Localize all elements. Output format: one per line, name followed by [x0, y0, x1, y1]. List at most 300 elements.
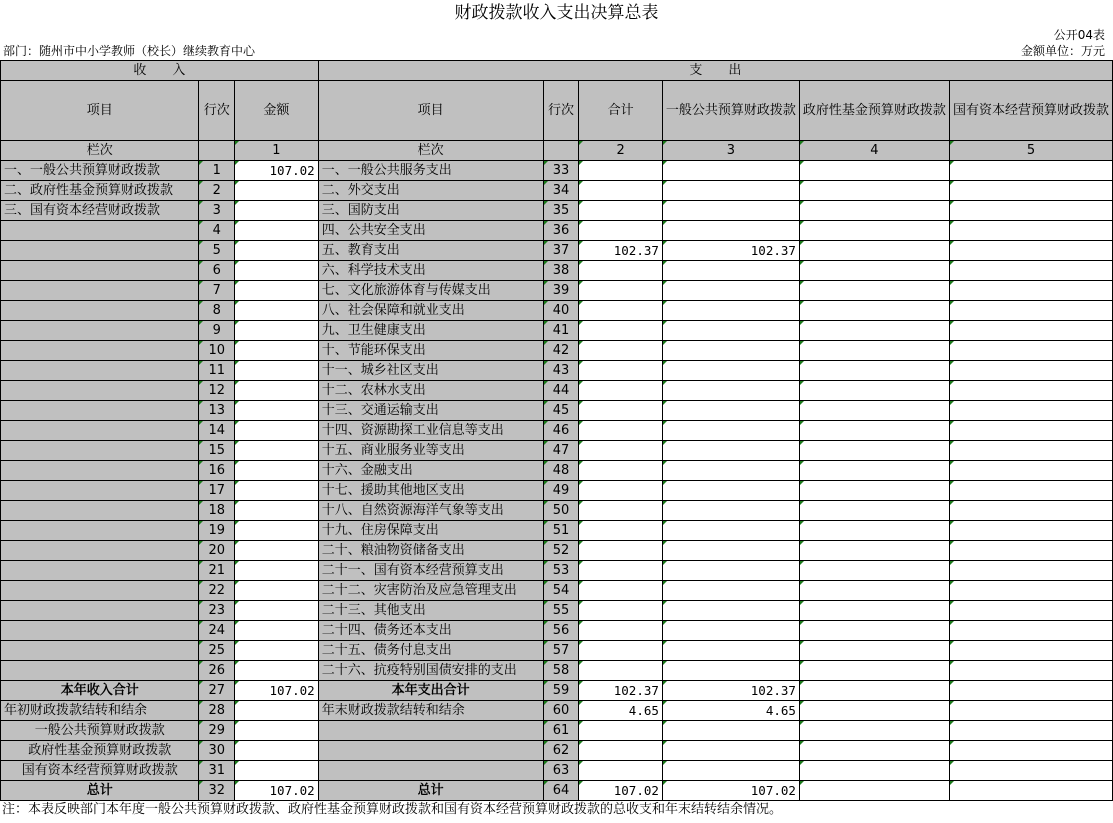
gov-fund-cell — [799, 361, 949, 381]
table-row — [1, 701, 1113, 721]
expense-total-cell: 102.37 — [579, 241, 663, 261]
expense-item-cell: 一、一般公共服务支出 — [318, 161, 543, 181]
income-amount-cell — [235, 301, 319, 321]
income-amount-cell — [235, 341, 319, 361]
state-capital-cell — [949, 381, 1112, 401]
expense-line-cell: 35 — [543, 201, 579, 221]
general-budget-cell — [662, 321, 799, 341]
income-item-cell: 国有资本经营预算财政拨款 — [1, 761, 199, 781]
expense-line-cell: 62 — [543, 741, 579, 761]
income-amount-cell — [235, 721, 319, 741]
income-line-cell: 14 — [199, 421, 235, 441]
table-row — [1, 681, 1113, 701]
income-amount-cell — [235, 501, 319, 521]
state-capital-cell — [949, 621, 1112, 641]
income-item-cell: 二、政府性基金预算财政拨款 — [1, 181, 199, 201]
table-note: 注：本表反映部门本年度一般公共预算财政拨款、政府性基金预算财政拨款和国有资本经营预算财政拨款的总收支和年末结转结余情况。 — [2, 802, 783, 817]
income-line-cell: 18 — [199, 501, 235, 521]
expense-total-cell — [579, 401, 663, 421]
expense-item-cell: 八、社会保障和就业支出 — [318, 301, 543, 321]
table-row — [1, 641, 1113, 661]
gov-fund-cell — [799, 301, 949, 321]
income-item-cell: 本年收入合计 — [1, 681, 199, 701]
section-header-row — [1, 61, 1113, 81]
income-item-cell — [1, 481, 199, 501]
expense-item-cell: 年末财政拨款结转和结余 — [318, 701, 543, 721]
state-capital-cell — [949, 301, 1112, 321]
expense-line-cell: 41 — [543, 321, 579, 341]
income-amount-header: 金额 — [235, 81, 319, 141]
table-row — [1, 781, 1113, 801]
income-item-cell — [1, 641, 199, 661]
income-item-cell — [1, 601, 199, 621]
table-row — [1, 461, 1113, 481]
general-budget-cell — [662, 181, 799, 201]
general-budget-cell — [662, 281, 799, 301]
expense-total-cell — [579, 361, 663, 381]
expense-line-cell: 43 — [543, 361, 579, 381]
income-amount-cell — [235, 441, 319, 461]
state-capital-cell — [949, 701, 1112, 721]
general-budget-cell — [662, 581, 799, 601]
income-line-cell: 24 — [199, 621, 235, 641]
income-line-cell: 30 — [199, 741, 235, 761]
income-item-cell — [1, 461, 199, 481]
expense-item-cell: 三、国防支出 — [318, 201, 543, 221]
income-amount-cell — [235, 661, 319, 681]
general-budget-cell — [662, 221, 799, 241]
expense-line-cell: 56 — [543, 621, 579, 641]
gov-fund-cell — [799, 441, 949, 461]
income-line-cell: 2 — [199, 181, 235, 201]
general-budget-cell — [662, 741, 799, 761]
gov-fund-cell — [799, 761, 949, 781]
table-row — [1, 481, 1113, 501]
gov-fund-cell — [799, 781, 949, 801]
gov-fund-cell — [799, 341, 949, 361]
state-capital-cell — [949, 761, 1112, 781]
general-budget-cell: 107.02 — [662, 781, 799, 801]
expense-total-cell — [579, 161, 663, 181]
state-capital-cell — [949, 541, 1112, 561]
expense-item-cell — [318, 741, 543, 761]
table-row — [1, 161, 1113, 181]
expense-line-cell: 44 — [543, 381, 579, 401]
table-row — [1, 761, 1113, 781]
income-amount-cell — [235, 481, 319, 501]
income-item-cell — [1, 261, 199, 281]
expense-total-cell — [579, 761, 663, 781]
expense-line-cell: 34 — [543, 181, 579, 201]
expense-total-cell: 107.02 — [579, 781, 663, 801]
gov-fund-cell — [799, 581, 949, 601]
expense-line-cell: 38 — [543, 261, 579, 281]
expense-item-cell — [318, 721, 543, 741]
gov-fund-cell — [799, 721, 949, 741]
state-capital-cell — [949, 461, 1112, 481]
general-budget-cell — [662, 541, 799, 561]
income-amount-cell — [235, 521, 319, 541]
general-budget-cell — [662, 621, 799, 641]
expense-total-cell — [579, 621, 663, 641]
state-capital-cell — [949, 521, 1112, 541]
expense-item-cell: 十、节能环保支出 — [318, 341, 543, 361]
expense-line-cell: 40 — [543, 301, 579, 321]
income-amount-cell — [235, 201, 319, 221]
expense-total-cell — [579, 181, 663, 201]
expense-line-cell: 60 — [543, 701, 579, 721]
income-amount-cell — [235, 221, 319, 241]
income-item-cell — [1, 361, 199, 381]
general-budget-cell — [662, 721, 799, 741]
expense-total-cell — [579, 661, 663, 681]
state-capital-cell — [949, 681, 1112, 701]
income-amount-cell — [235, 321, 319, 341]
expense-line-cell: 61 — [543, 721, 579, 741]
expense-col-5: 5 — [949, 141, 1112, 161]
state-capital-cell — [949, 781, 1112, 801]
income-item-cell — [1, 301, 199, 321]
income-line-cell: 15 — [199, 441, 235, 461]
expense-total-cell — [579, 581, 663, 601]
income-item-cell — [1, 541, 199, 561]
income-amount-cell — [235, 421, 319, 441]
income-line-cell: 29 — [199, 721, 235, 741]
expense-item-cell: 二十五、债务付息支出 — [318, 641, 543, 661]
income-item-cell — [1, 501, 199, 521]
income-line-cell: 19 — [199, 521, 235, 541]
income-item-cell — [1, 221, 199, 241]
table-row — [1, 661, 1113, 681]
income-item-cell — [1, 281, 199, 301]
income-line-cell: 20 — [199, 541, 235, 561]
expense-item-cell: 十二、农林水支出 — [318, 381, 543, 401]
table-row — [1, 401, 1113, 421]
general-budget-cell — [662, 161, 799, 181]
state-capital-cell — [949, 441, 1112, 461]
income-item-header: 项目 — [1, 81, 199, 141]
state-capital-cell — [949, 181, 1112, 201]
state-capital-cell — [949, 241, 1112, 261]
income-line-cell: 28 — [199, 701, 235, 721]
income-line-header: 行次 — [199, 81, 235, 141]
table-row — [1, 741, 1113, 761]
expense-line-cell: 53 — [543, 561, 579, 581]
gov-fund-cell — [799, 741, 949, 761]
table-row — [1, 721, 1113, 741]
expense-line-cell: 42 — [543, 341, 579, 361]
expense-line-cell: 37 — [543, 241, 579, 261]
table-row — [1, 581, 1113, 601]
state-capital-cell — [949, 401, 1112, 421]
general-budget-header: 一般公共预算财政拨款 — [662, 81, 799, 141]
expense-item-cell: 十九、住房保障支出 — [318, 521, 543, 541]
general-budget-cell — [662, 521, 799, 541]
column-header-row — [1, 81, 1113, 141]
state-capital-cell — [949, 261, 1112, 281]
expense-total-cell — [579, 281, 663, 301]
gov-fund-cell — [799, 241, 949, 261]
table-row — [1, 541, 1113, 561]
expense-line-cell: 59 — [543, 681, 579, 701]
general-budget-cell — [662, 341, 799, 361]
expense-item-cell: 十四、资源勘探工业信息等支出 — [318, 421, 543, 441]
gov-fund-cell — [799, 381, 949, 401]
expense-item-cell: 二十三、其他支出 — [318, 601, 543, 621]
expense-item-cell: 十八、自然资源海洋气象等支出 — [318, 501, 543, 521]
expense-total-cell — [579, 721, 663, 741]
income-line-cell: 13 — [199, 401, 235, 421]
expense-total-cell — [579, 381, 663, 401]
general-budget-cell — [662, 201, 799, 221]
general-budget-cell: 4.65 — [662, 701, 799, 721]
expense-line-cell: 50 — [543, 501, 579, 521]
income-item-cell — [1, 621, 199, 641]
expense-line-cell: 52 — [543, 541, 579, 561]
expense-total-header: 合计 — [579, 81, 663, 141]
expense-line-header: 行次 — [543, 81, 579, 141]
expense-col-3: 3 — [662, 141, 799, 161]
income-item-cell — [1, 241, 199, 261]
income-amount-cell — [235, 401, 319, 421]
table-row — [1, 621, 1113, 641]
table-row — [1, 521, 1113, 541]
income-item-cell — [1, 561, 199, 581]
table-row — [1, 441, 1113, 461]
income-line-index — [199, 141, 235, 161]
income-amount-cell: 107.02 — [235, 781, 319, 801]
expense-item-cell: 二十二、灾害防治及应急管理支出 — [318, 581, 543, 601]
state-capital-cell — [949, 421, 1112, 441]
income-item-cell — [1, 401, 199, 421]
expense-total-cell — [579, 301, 663, 321]
expense-total-cell — [579, 481, 663, 501]
expense-item-cell: 六、科学技术支出 — [318, 261, 543, 281]
state-capital-cell — [949, 221, 1112, 241]
expense-item-cell: 二十一、国有资本经营预算支出 — [318, 561, 543, 581]
table-row — [1, 181, 1113, 201]
income-amount-cell — [235, 281, 319, 301]
state-capital-header: 国有资本经营预算财政拨款 — [949, 81, 1112, 141]
income-amount-cell — [235, 381, 319, 401]
gov-fund-cell — [799, 321, 949, 341]
general-budget-cell — [662, 441, 799, 461]
expense-total-cell — [579, 641, 663, 661]
expense-line-cell: 54 — [543, 581, 579, 601]
expense-item-cell: 二十六、抗疫特别国债安排的支出 — [318, 661, 543, 681]
state-capital-cell — [949, 601, 1112, 621]
column-index-row — [1, 141, 1113, 161]
state-capital-cell — [949, 721, 1112, 741]
expense-total-cell — [579, 601, 663, 621]
expense-item-cell: 二十四、债务还本支出 — [318, 621, 543, 641]
table-row — [1, 301, 1113, 321]
expense-item-cell: 十三、交通运输支出 — [318, 401, 543, 421]
department-label: 部门：随州市中小学教师（校长）继续教育中心 — [3, 44, 256, 58]
expense-col-label: 栏次 — [318, 141, 543, 161]
income-amount-cell — [235, 361, 319, 381]
expense-item-cell: 十六、金融支出 — [318, 461, 543, 481]
income-item-cell: 总计 — [1, 781, 199, 801]
income-line-cell: 10 — [199, 341, 235, 361]
general-budget-cell — [662, 261, 799, 281]
income-line-cell: 25 — [199, 641, 235, 661]
general-budget-cell — [662, 361, 799, 381]
income-line-cell: 16 — [199, 461, 235, 481]
gov-fund-cell — [799, 561, 949, 581]
income-item-cell — [1, 441, 199, 461]
expense-item-header: 项目 — [318, 81, 543, 141]
gov-fund-cell — [799, 521, 949, 541]
table-row — [1, 501, 1113, 521]
income-amount-cell: 107.02 — [235, 681, 319, 701]
income-line-cell: 26 — [199, 661, 235, 681]
table-row — [1, 361, 1113, 381]
gov-fund-cell — [799, 201, 949, 221]
expense-item-cell: 二、外交支出 — [318, 181, 543, 201]
gov-fund-cell — [799, 401, 949, 421]
state-capital-cell — [949, 201, 1112, 221]
state-capital-cell — [949, 741, 1112, 761]
income-line-cell: 8 — [199, 301, 235, 321]
form-code: 公开04表 — [1053, 28, 1105, 42]
expense-item-cell: 十五、商业服务业等支出 — [318, 441, 543, 461]
expense-total-cell: 4.65 — [579, 701, 663, 721]
expense-total-cell — [579, 501, 663, 521]
expense-total-cell — [579, 321, 663, 341]
general-budget-cell — [662, 561, 799, 581]
expense-total-cell — [579, 421, 663, 441]
income-amount-cell: 107.02 — [235, 161, 319, 181]
income-item-cell — [1, 341, 199, 361]
expense-total-cell — [579, 341, 663, 361]
income-line-cell: 1 — [199, 161, 235, 181]
state-capital-cell — [949, 501, 1112, 521]
general-budget-cell — [662, 481, 799, 501]
state-capital-cell — [949, 581, 1112, 601]
expense-total-cell — [579, 261, 663, 281]
gov-fund-cell — [799, 601, 949, 621]
expense-line-cell: 57 — [543, 641, 579, 661]
income-amount-cell — [235, 641, 319, 661]
gov-fund-cell — [799, 281, 949, 301]
expense-total-cell — [579, 521, 663, 541]
expense-item-cell: 十一、城乡社区支出 — [318, 361, 543, 381]
expense-item-cell: 二十、粮油物资储备支出 — [318, 541, 543, 561]
table-row — [1, 241, 1113, 261]
expense-line-cell: 36 — [543, 221, 579, 241]
expense-line-cell: 48 — [543, 461, 579, 481]
income-amount-cell — [235, 541, 319, 561]
table-row — [1, 341, 1113, 361]
gov-fund-cell — [799, 421, 949, 441]
state-capital-cell — [949, 661, 1112, 681]
income-line-cell: 5 — [199, 241, 235, 261]
expense-item-cell: 总计 — [318, 781, 543, 801]
expense-item-cell: 七、文化旅游体育与传媒支出 — [318, 281, 543, 301]
gov-fund-cell — [799, 661, 949, 681]
income-amount-cell — [235, 741, 319, 761]
expense-line-index — [543, 141, 579, 161]
gov-fund-cell — [799, 261, 949, 281]
expense-line-cell: 33 — [543, 161, 579, 181]
expense-line-cell: 63 — [543, 761, 579, 781]
income-item-cell — [1, 661, 199, 681]
income-line-cell: 3 — [199, 201, 235, 221]
general-budget-cell — [662, 381, 799, 401]
income-amount-cell — [235, 241, 319, 261]
state-capital-cell — [949, 161, 1112, 181]
expense-total-cell — [579, 221, 663, 241]
income-amount-cell — [235, 701, 319, 721]
report-title: 财政拨款收入支出决算总表 — [454, 3, 659, 23]
table-row — [1, 281, 1113, 301]
gov-fund-cell — [799, 501, 949, 521]
expense-total-cell: 102.37 — [579, 681, 663, 701]
expense-line-cell: 58 — [543, 661, 579, 681]
expense-item-cell: 九、卫生健康支出 — [318, 321, 543, 341]
gov-fund-cell — [799, 161, 949, 181]
expense-line-cell: 64 — [543, 781, 579, 801]
income-item-cell — [1, 421, 199, 441]
expense-line-cell: 49 — [543, 481, 579, 501]
expense-line-cell: 47 — [543, 441, 579, 461]
table-row — [1, 261, 1113, 281]
income-amount-cell — [235, 581, 319, 601]
income-item-cell: 三、国有资本经营财政拨款 — [1, 201, 199, 221]
gov-fund-cell — [799, 481, 949, 501]
income-section-header: 收 入 — [1, 61, 319, 81]
income-line-cell: 21 — [199, 561, 235, 581]
expense-total-cell — [579, 441, 663, 461]
general-budget-cell — [662, 601, 799, 621]
income-amount-cell — [235, 181, 319, 201]
expense-total-cell — [579, 461, 663, 481]
budget-table — [0, 60, 1113, 801]
general-budget-cell — [662, 461, 799, 481]
table-row — [1, 561, 1113, 581]
general-budget-cell — [662, 661, 799, 681]
income-amount-cell — [235, 461, 319, 481]
expense-col-2: 2 — [579, 141, 663, 161]
table-row — [1, 421, 1113, 441]
table-row — [1, 201, 1113, 221]
table-row — [1, 601, 1113, 621]
expense-item-cell: 本年支出合计 — [318, 681, 543, 701]
income-line-cell: 11 — [199, 361, 235, 381]
income-item-cell: 政府性基金预算财政拨款 — [1, 741, 199, 761]
state-capital-cell — [949, 281, 1112, 301]
general-budget-cell — [662, 401, 799, 421]
state-capital-cell — [949, 561, 1112, 581]
gov-fund-cell — [799, 541, 949, 561]
state-capital-cell — [949, 361, 1112, 381]
state-capital-cell — [949, 321, 1112, 341]
income-line-cell: 7 — [199, 281, 235, 301]
expense-item-cell: 五、教育支出 — [318, 241, 543, 261]
expense-total-cell — [579, 201, 663, 221]
gov-fund-cell — [799, 681, 949, 701]
expense-item-cell: 四、公共安全支出 — [318, 221, 543, 241]
income-line-cell: 6 — [199, 261, 235, 281]
income-item-cell: 一、一般公共预算财政拨款 — [1, 161, 199, 181]
gov-fund-cell — [799, 621, 949, 641]
expense-total-cell — [579, 561, 663, 581]
expense-line-cell: 45 — [543, 401, 579, 421]
income-amount-cell — [235, 261, 319, 281]
state-capital-cell — [949, 641, 1112, 661]
expense-col-4: 4 — [799, 141, 949, 161]
